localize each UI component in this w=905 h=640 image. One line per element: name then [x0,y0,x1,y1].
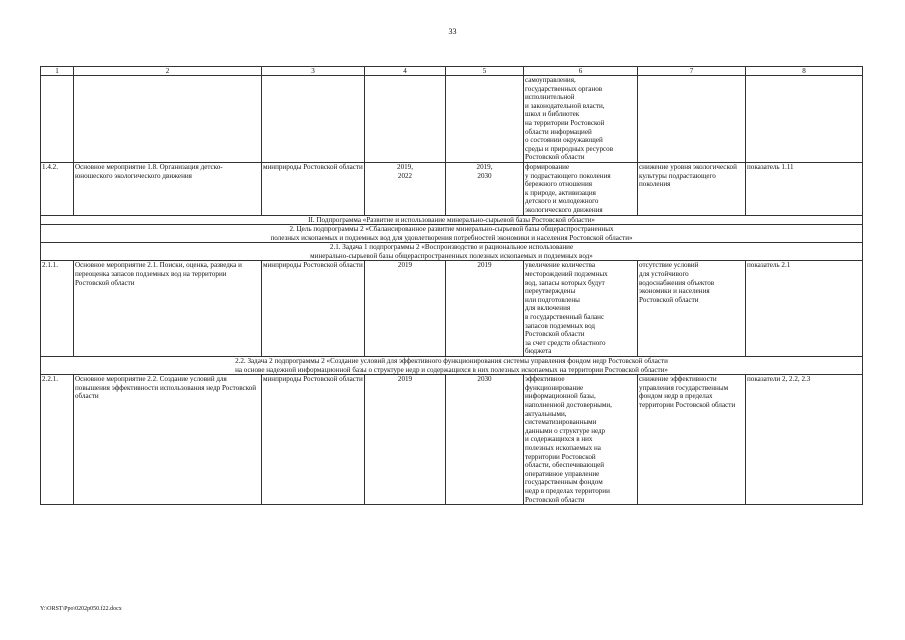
measure-name: Основное мероприятие 1.8. Организация детско-юношеского экологического движения [74,162,262,215]
result-cell: эффективное функционирование информационной базы, наполненной достоверными, актуальными, систематизированными данными о структуре недр и содержащихся в них полезных ископаемых на территории Ростовской области, обеспечивающей оперативное управление государственным фондом недр в пределах территории Ростовской области [524,375,638,505]
file-path-footer: Y:\ORST\Ppo\0202p050.f22.docx [40,606,122,612]
table-row [41,261,863,357]
end-year: 2030 [446,375,524,505]
section-heading: II. Подпрограмма «Развитие и использование минерально-сырьевой базы Ростовской области» [41,215,863,225]
page-number: 33 [448,27,457,36]
column-number: 4 [365,67,446,76]
start-year: 2019 [365,261,446,357]
column-number: 5 [446,67,524,76]
start-year: 2019, 2022 [365,162,446,215]
column-number: 8 [746,67,863,76]
section-row [41,243,863,261]
result-cell: формирование у подрастающего поколения бережного отношения к природе, активизация детского и молодежного экологического движения [524,162,638,215]
executor-cell: минприроды Ростовской области [262,162,365,215]
section-heading: 2.1. Задача 1 подпрограммы 2 «Воспроизводство и рациональное использование минерально-сырьевой базы общераспространенных полезных ископаемых и подземных вод» [41,243,863,261]
measure-name: Основное мероприятие 2.1. Поиски, оценка, разведка и переоценка запасов подземных вод на территории Ростовской области [74,261,262,357]
end-year: 2019 [446,261,524,357]
table-row [41,375,863,505]
column-numbers-row [41,67,863,76]
table-row [41,162,863,215]
section-row [41,215,863,225]
measure-name: Основное мероприятие 2.2. Создание условий для повышения эффективности использования недр Ростовской области [74,375,262,505]
result-cell: самоуправления, государственных органов исполнительной и законодательной власти, школ и библиотек на территории Ростовской области информацией о состоянии окружающей среды и природных ресурсов Ростовской области [524,76,638,163]
consequence-cell: снижение уровня экологической культуры подрастающего поколения [638,162,746,215]
start-year: 2019 [365,375,446,505]
column-number: 2 [74,67,262,76]
row-number: 2.2.1. [41,375,74,505]
row-number: 2.1.1. [41,261,74,357]
section-row [41,225,863,243]
row-number: 1.4.2. [41,162,74,215]
executor-cell: минприроды Ростовской области [262,261,365,357]
result-cell: увеличение количества месторождений подземных вод, запасы которых будут переутверждены или подготовлены для включения в государственный баланс запасов подземных вод Ростовской области за счет средств областного бюджета [524,261,638,357]
table-row [41,76,863,163]
column-number: 3 [262,67,365,76]
measures-table [40,66,863,505]
consequence-cell: снижение эффективности управления государственным фондом недр в пределах территории Ростовской области [638,375,746,505]
indicator-cell: показатели 2, 2.2, 2.3 [746,375,863,505]
indicator-cell: показатель 1.11 [746,162,863,215]
executor-cell: минприроды Ростовской области [262,375,365,505]
indicator-cell: показатель 2.1 [746,261,863,357]
column-number: 7 [638,67,746,76]
section-heading: 2.2. Задача 2 подпрограммы 2 «Создание условий для эффективного функционирования системы управления фондом недр Ростовской области на основе надежной информационной базы о структуре недр и содержащихся в них полезных ископаемых на территории Ростовской области» [41,357,863,375]
end-year: 2019, 2030 [446,162,524,215]
section-row [41,357,863,375]
column-number: 6 [524,67,638,76]
consequence-cell: отсутствие условий для устойчивого водоснабжения объектов экономики и населения Ростовской области [638,261,746,357]
column-number: 1 [41,67,74,76]
section-heading: 2. Цель подпрограммы 2 «Сбалансированное развитие минерально-сырьевой базы общераспространенных полезных ископаемых и подземных вод для удовлетворения потребностей экономики и населения Ростовской области» [41,225,863,243]
